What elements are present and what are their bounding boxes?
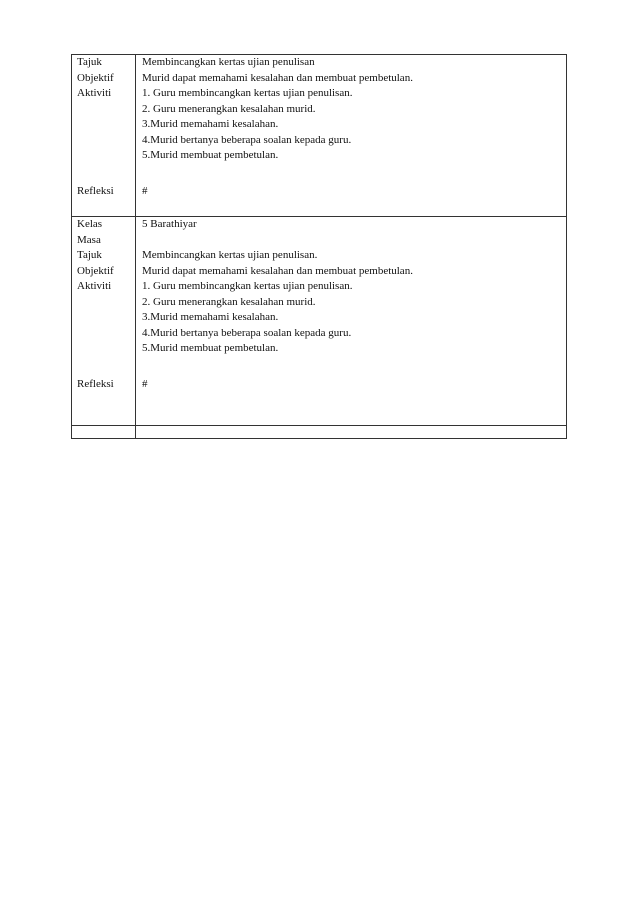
value-kelas: 5 Barathiyar [142,218,197,230]
value-aktiviti-5: 5.Murid membuat pembetulan. [142,342,279,354]
value-tajuk: Membincangkan kertas ujian penulisan. [142,249,318,261]
lesson-plan-table [71,54,567,439]
value-objektif: Murid dapat memahami kesalahan dan membuat pembetulan. [142,264,413,277]
label-cell [72,217,136,426]
value-aktiviti-1: 1. Guru membincangkan kertas ujian penulisan. [142,280,353,292]
label-refleksi: Refleksi [77,184,114,197]
value-objektif: Murid dapat memahami kesalahan dan membuat pembetulan. [142,71,413,84]
label-tajuk: Tajuk [77,56,102,68]
value-tajuk: Membincangkan kertas ujian penulisan [142,56,315,68]
value-aktiviti-2: 2. Guru menerangkan kesalahan murid. [142,102,316,115]
table-row [72,217,567,426]
label-masa: Masa [77,233,101,246]
table-row-empty [72,426,567,439]
label-cell [72,426,136,439]
value-refleksi: # [142,377,148,390]
value-aktiviti-1: 1. Guru membincangkan kertas ujian penulisan. [142,87,353,99]
value-cell [136,217,567,426]
label-objektif: Objektif [77,264,114,277]
label-aktiviti: Aktiviti [77,280,112,292]
label-cell [72,55,136,217]
label-kelas: Kelas [77,218,103,230]
label-aktiviti: Aktiviti [77,87,112,99]
label-refleksi: Refleksi [77,377,114,390]
label-objektif: Objektif [77,71,114,84]
table-row [72,55,567,217]
value-refleksi: # [142,184,148,197]
value-aktiviti-5: 5.Murid membuat pembetulan. [142,149,279,161]
value-aktiviti-4: 4.Murid bertanya beberapa soalan kepada guru. [142,326,352,339]
label-tajuk: Tajuk [77,249,102,261]
value-aktiviti-3: 3.Murid memahami kesalahan. [142,118,279,130]
value-aktiviti-3: 3.Murid memahami kesalahan. [142,311,279,323]
value-aktiviti-2: 2. Guru menerangkan kesalahan murid. [142,295,316,308]
value-aktiviti-4: 4.Murid bertanya beberapa soalan kepada guru. [142,133,352,146]
value-cell [136,55,567,217]
value-cell [136,426,567,439]
